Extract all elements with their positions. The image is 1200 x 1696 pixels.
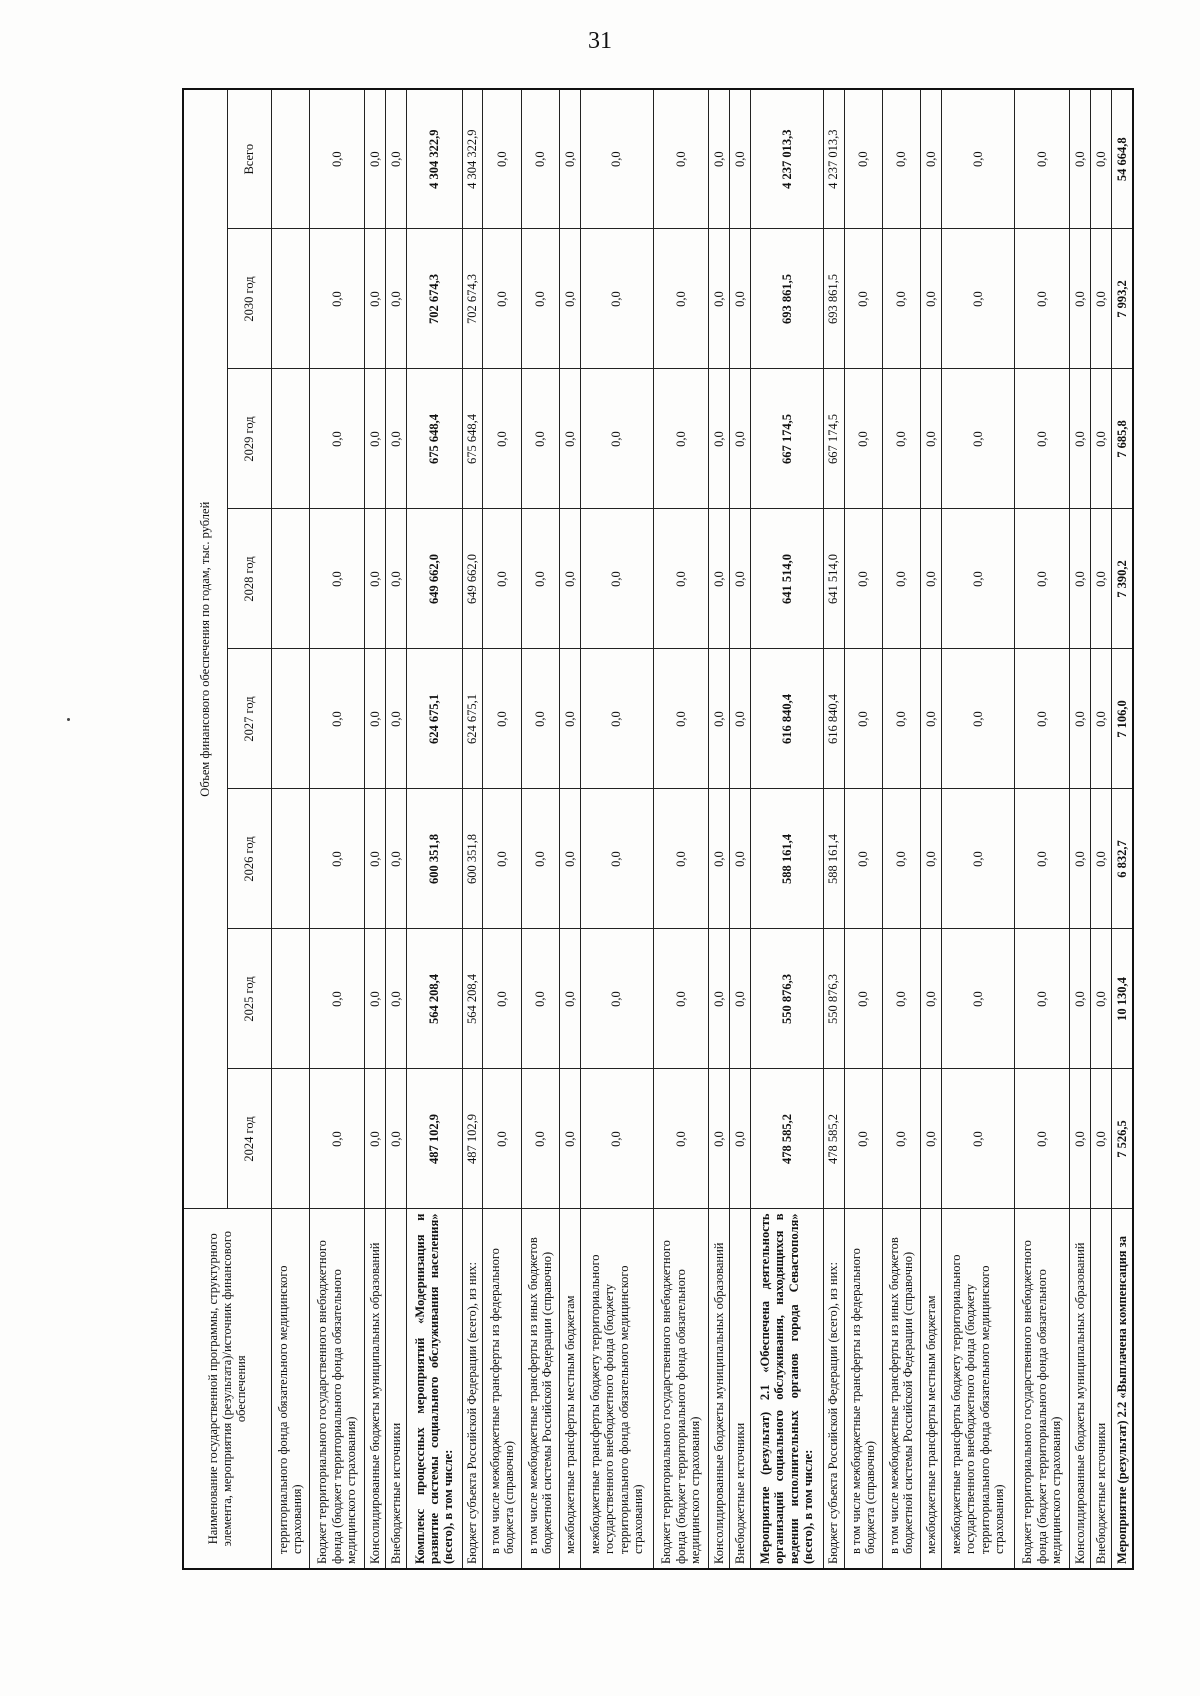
header-year-0: 2024 год [227,1069,271,1209]
table-row [407,89,463,1569]
value-cell: 4 237 013,3 [823,89,844,229]
table-row [941,89,1014,1569]
value-cell: 0,0 [1014,89,1070,229]
row-name-cell: Бюджет территориального государственного внебюджетного фонда (бюджет территориального фонда обязательного медицинского страхования) [653,1209,709,1569]
value-cell: 600 351,8 [407,789,463,929]
value-cell: 0,0 [1091,649,1112,789]
table-row [309,89,365,1569]
value-cell: 0,0 [653,929,709,1069]
value-cell: 0,0 [1070,89,1091,229]
row-name-cell: Комплекс процессных мероприятий «Модернизация и развитие системы социального обслуживания населения» (всего), в том числе: [407,1209,463,1569]
value-cell: 693 861,5 [823,229,844,369]
table-row [365,89,386,1569]
value-cell: 0,0 [1091,1069,1112,1209]
row-name-cell: Внебюджетные источники [386,1209,407,1569]
value-cell: 0,0 [882,229,920,369]
value-cell: 0,0 [844,789,882,929]
value-cell: 0,0 [483,1069,521,1209]
value-cell: 550 876,3 [750,929,823,1069]
page-number: 31 [588,28,612,54]
value-cell: 0,0 [709,929,730,1069]
value-cell: 0,0 [580,649,653,789]
value-cell: 616 840,4 [750,649,823,789]
value-cell: 0,0 [1091,929,1112,1069]
value-cell: 0,0 [653,89,709,229]
value-cell: 564 208,4 [462,929,483,1069]
value-cell: 0,0 [729,649,750,789]
value-cell: 641 514,0 [750,509,823,649]
value-cell: 0,0 [483,789,521,929]
value-cell: 0,0 [309,1069,365,1209]
value-cell: 0,0 [941,509,1014,649]
value-cell: 0,0 [1070,229,1091,369]
value-cell: 478 585,2 [823,1069,844,1209]
value-cell: 0,0 [729,789,750,929]
header-year-7: Всего [227,89,271,229]
value-cell: 675 648,4 [407,369,463,509]
value-cell: 0,0 [521,509,559,649]
value-cell: 702 674,3 [462,229,483,369]
value-cell: 0,0 [844,929,882,1069]
value-cell: 0,0 [1070,929,1091,1069]
value-cell: 0,0 [580,929,653,1069]
value-cell: 0,0 [521,789,559,929]
value-cell: 667 174,5 [823,369,844,509]
value-cell: 0,0 [709,509,730,649]
header-year-1: 2025 год [227,929,271,1069]
value-cell [271,789,309,929]
value-cell: 0,0 [309,369,365,509]
value-cell: 0,0 [1070,649,1091,789]
header-year-5: 2029 год [227,369,271,509]
table-row [559,89,580,1569]
table-row [823,89,844,1569]
value-cell: 0,0 [920,89,941,229]
value-cell: 0,0 [882,649,920,789]
value-cell: 0,0 [920,789,941,929]
value-cell: 624 675,1 [407,649,463,789]
row-name-cell: Консолидированные бюджеты муниципальных образований [1070,1209,1091,1569]
row-name-cell: Бюджет территориального государственного внебюджетного фонда (бюджет территориального фонда обязательного медицинского страхования) [1014,1209,1070,1569]
value-cell [271,509,309,649]
value-cell: 0,0 [653,649,709,789]
value-cell: 0,0 [729,369,750,509]
value-cell: 588 161,4 [823,789,844,929]
value-cell: 0,0 [729,229,750,369]
value-cell: 7 390,2 [1111,509,1133,649]
value-cell: 0,0 [365,89,386,229]
value-cell: 0,0 [521,1069,559,1209]
value-cell: 7 106,0 [1111,649,1133,789]
value-cell: 7 993,2 [1111,229,1133,369]
value-cell: 0,0 [709,649,730,789]
header-year-4: 2028 год [227,509,271,649]
value-cell: 0,0 [844,649,882,789]
table-row [750,89,823,1569]
value-cell: 0,0 [1014,369,1070,509]
table-row [271,89,309,1569]
value-cell: 0,0 [844,509,882,649]
value-cell: 4 237 013,3 [750,89,823,229]
value-cell: 0,0 [920,369,941,509]
value-cell: 0,0 [844,229,882,369]
table-row [386,89,407,1569]
value-cell: 0,0 [580,509,653,649]
value-cell: 0,0 [1014,509,1070,649]
value-cell: 0,0 [941,929,1014,1069]
header-financing-volume: Объем финансового обеспечения по годам, тыс. рублей [183,89,227,1209]
value-cell: 0,0 [920,229,941,369]
value-cell: 0,0 [559,89,580,229]
table-row [1014,89,1070,1569]
table-row [483,89,521,1569]
value-cell: 0,0 [920,509,941,649]
value-cell: 649 662,0 [407,509,463,649]
value-cell: 0,0 [559,369,580,509]
value-cell: 0,0 [559,1069,580,1209]
table-row [653,89,709,1569]
value-cell: 0,0 [521,929,559,1069]
value-cell: 0,0 [920,649,941,789]
table-row [882,89,920,1569]
row-name-cell: Внебюджетные источники [729,1209,750,1569]
value-cell: 0,0 [483,509,521,649]
value-cell: 0,0 [521,89,559,229]
value-cell: 0,0 [365,1069,386,1209]
row-name-cell: Мероприятие (результат) 2.1 «Обеспечена деятельность организаций социального обслуживания, находящихся в ведении исполнительных органов города Севастополя» (всего), в том числе: [750,1209,823,1569]
value-cell: 0,0 [729,89,750,229]
table-row [844,89,882,1569]
row-name-cell: в том числе межбюджетные трансферты из иных бюджетов бюджетной системы Российской Федерации (справочно) [521,1209,559,1569]
row-name-cell: Бюджет территориального государственного внебюджетного фонда (бюджет территориального фонда обязательного медицинского страхования) [309,1209,365,1569]
value-cell: 564 208,4 [407,929,463,1069]
value-cell: 0,0 [1070,1069,1091,1209]
value-cell: 550 876,3 [823,929,844,1069]
value-cell: 0,0 [844,89,882,229]
value-cell: 0,0 [386,789,407,929]
value-cell: 0,0 [1014,929,1070,1069]
value-cell: 0,0 [941,649,1014,789]
value-cell: 0,0 [386,1069,407,1209]
value-cell: 0,0 [365,229,386,369]
row-name-cell: межбюджетные трансферты местным бюджетам [920,1209,941,1569]
table-row [729,89,750,1569]
value-cell: 0,0 [941,1069,1014,1209]
value-cell: 649 662,0 [462,509,483,649]
value-cell: 0,0 [653,229,709,369]
table-row [709,89,730,1569]
table-row [462,89,483,1569]
value-cell: 0,0 [1014,789,1070,929]
value-cell: 0,0 [1014,649,1070,789]
value-cell: 0,0 [559,229,580,369]
value-cell: 0,0 [483,229,521,369]
value-cell: 0,0 [309,649,365,789]
value-cell: 0,0 [309,929,365,1069]
value-cell: 616 840,4 [823,649,844,789]
header-name-column: Наименование государственной программы, структурного элемента, мероприятия (результата)/источник финансового обеспечения [183,1209,271,1569]
value-cell: 0,0 [1091,509,1112,649]
value-cell: 0,0 [709,229,730,369]
value-cell: 4 304 322,9 [407,89,463,229]
value-cell: 0,0 [559,929,580,1069]
value-cell: 0,0 [309,509,365,649]
value-cell [271,1069,309,1209]
value-cell: 487 102,9 [407,1069,463,1209]
value-cell [271,649,309,789]
value-cell: 478 585,2 [750,1069,823,1209]
value-cell [271,929,309,1069]
value-cell: 0,0 [309,89,365,229]
value-cell: 10 130,4 [1111,929,1133,1069]
header-year-2: 2026 год [227,789,271,929]
row-name-cell: Внебюджетные источники [1091,1209,1112,1569]
value-cell: 675 648,4 [462,369,483,509]
value-cell: 0,0 [365,649,386,789]
value-cell: 0,0 [521,649,559,789]
table-row [521,89,559,1569]
value-cell: 0,0 [580,1069,653,1209]
value-cell: 0,0 [521,229,559,369]
value-cell: 7 526,5 [1111,1069,1133,1209]
value-cell: 0,0 [483,649,521,789]
value-cell: 0,0 [709,369,730,509]
value-cell: 0,0 [653,789,709,929]
value-cell: 0,0 [1091,369,1112,509]
value-cell: 0,0 [365,509,386,649]
value-cell: 0,0 [580,229,653,369]
value-cell: 693 861,5 [750,229,823,369]
value-cell: 0,0 [559,649,580,789]
value-cell: 0,0 [844,1069,882,1209]
value-cell: 7 685,8 [1111,369,1133,509]
value-cell: 0,0 [365,929,386,1069]
row-name-cell: Мероприятие (результат) 2.2 «Выплачена компенсация за [1111,1209,1133,1569]
value-cell: 0,0 [920,929,941,1069]
row-name-cell: в том числе межбюджетные трансферты из федерального бюджета (справочно) [483,1209,521,1569]
value-cell: 0,0 [580,89,653,229]
value-cell: 0,0 [559,789,580,929]
value-cell: 0,0 [386,369,407,509]
row-name-cell: в том числе межбюджетные трансферты из иных бюджетов бюджетной системы Российской Федерации (справочно) [882,1209,920,1569]
value-cell: 0,0 [309,789,365,929]
value-cell: 0,0 [365,369,386,509]
row-name-cell: Бюджет субъекта Российской Федерации (всего), из них: [462,1209,483,1569]
value-cell: 0,0 [1070,509,1091,649]
value-cell: 0,0 [653,1069,709,1209]
row-name-cell: Бюджет субъекта Российской Федерации (всего), из них: [823,1209,844,1569]
value-cell: 0,0 [1091,229,1112,369]
value-cell: 0,0 [941,229,1014,369]
value-cell: 0,0 [653,509,709,649]
value-cell [271,229,309,369]
header-year-3: 2027 год [227,649,271,789]
value-cell: 0,0 [483,369,521,509]
value-cell: 0,0 [882,929,920,1069]
value-cell: 0,0 [920,1069,941,1209]
value-cell: 624 675,1 [462,649,483,789]
value-cell: 0,0 [309,229,365,369]
value-cell: 0,0 [580,369,653,509]
value-cell: 0,0 [386,649,407,789]
value-cell: 0,0 [729,509,750,649]
value-cell: 4 304 322,9 [462,89,483,229]
value-cell: 0,0 [653,369,709,509]
scan-speck [67,718,70,721]
value-cell: 0,0 [709,789,730,929]
value-cell: 0,0 [882,789,920,929]
value-cell: 641 514,0 [823,509,844,649]
table-row [920,89,941,1569]
row-name-cell: межбюджетные трансферты бюджету территориального государственного внебюджетного фонда (бюджету территориального фонда обязательного медицинского страхования) [941,1209,1014,1569]
value-cell: 0,0 [709,1069,730,1209]
row-name-cell: Консолидированные бюджеты муниципальных образований [365,1209,386,1569]
value-cell: 54 664,8 [1111,89,1133,229]
value-cell: 0,0 [882,509,920,649]
value-cell [271,369,309,509]
row-name-cell: Консолидированные бюджеты муниципальных образований [709,1209,730,1569]
value-cell: 0,0 [580,789,653,929]
row-name-cell: в том числе межбюджетные трансферты из федерального бюджета (справочно) [844,1209,882,1569]
value-cell [271,89,309,229]
value-cell: 0,0 [729,929,750,1069]
value-cell: 0,0 [941,369,1014,509]
value-cell: 487 102,9 [462,1069,483,1209]
row-name-cell: межбюджетные трансферты бюджету территориального государственного внебюджетного фонда (бюджету территориального фонда обязательного медицинского страхования) [580,1209,653,1569]
value-cell: 0,0 [844,369,882,509]
value-cell: 6 832,7 [1111,789,1133,929]
value-cell: 0,0 [483,929,521,1069]
table-row [1111,89,1133,1569]
value-cell: 0,0 [386,929,407,1069]
value-cell: 0,0 [1091,789,1112,929]
value-cell: 0,0 [521,369,559,509]
value-cell: 702 674,3 [407,229,463,369]
value-cell: 0,0 [1014,229,1070,369]
value-cell: 0,0 [1091,89,1112,229]
table-row [1070,89,1091,1569]
value-cell: 588 161,4 [750,789,823,929]
value-cell: 667 174,5 [750,369,823,509]
value-cell: 0,0 [1070,789,1091,929]
financing-table [182,88,1134,1570]
value-cell: 0,0 [709,89,730,229]
value-cell: 0,0 [1070,369,1091,509]
value-cell: 0,0 [1014,1069,1070,1209]
value-cell: 0,0 [941,89,1014,229]
value-cell: 0,0 [882,369,920,509]
table-row [1091,89,1112,1569]
value-cell: 0,0 [483,89,521,229]
row-name-cell: территориального фонда обязательного медицинского страхования) [271,1209,309,1569]
value-cell: 0,0 [729,1069,750,1209]
value-cell: 600 351,8 [462,789,483,929]
value-cell: 0,0 [386,509,407,649]
header-year-6: 2030 год [227,229,271,369]
value-cell: 0,0 [386,89,407,229]
value-cell: 0,0 [941,789,1014,929]
value-cell: 0,0 [559,509,580,649]
row-name-cell: межбюджетные трансферты местным бюджетам [559,1209,580,1569]
rotated-table-container [182,90,1134,1570]
value-cell: 0,0 [365,789,386,929]
table-row [580,89,653,1569]
value-cell: 0,0 [882,1069,920,1209]
value-cell: 0,0 [882,89,920,229]
value-cell: 0,0 [386,229,407,369]
